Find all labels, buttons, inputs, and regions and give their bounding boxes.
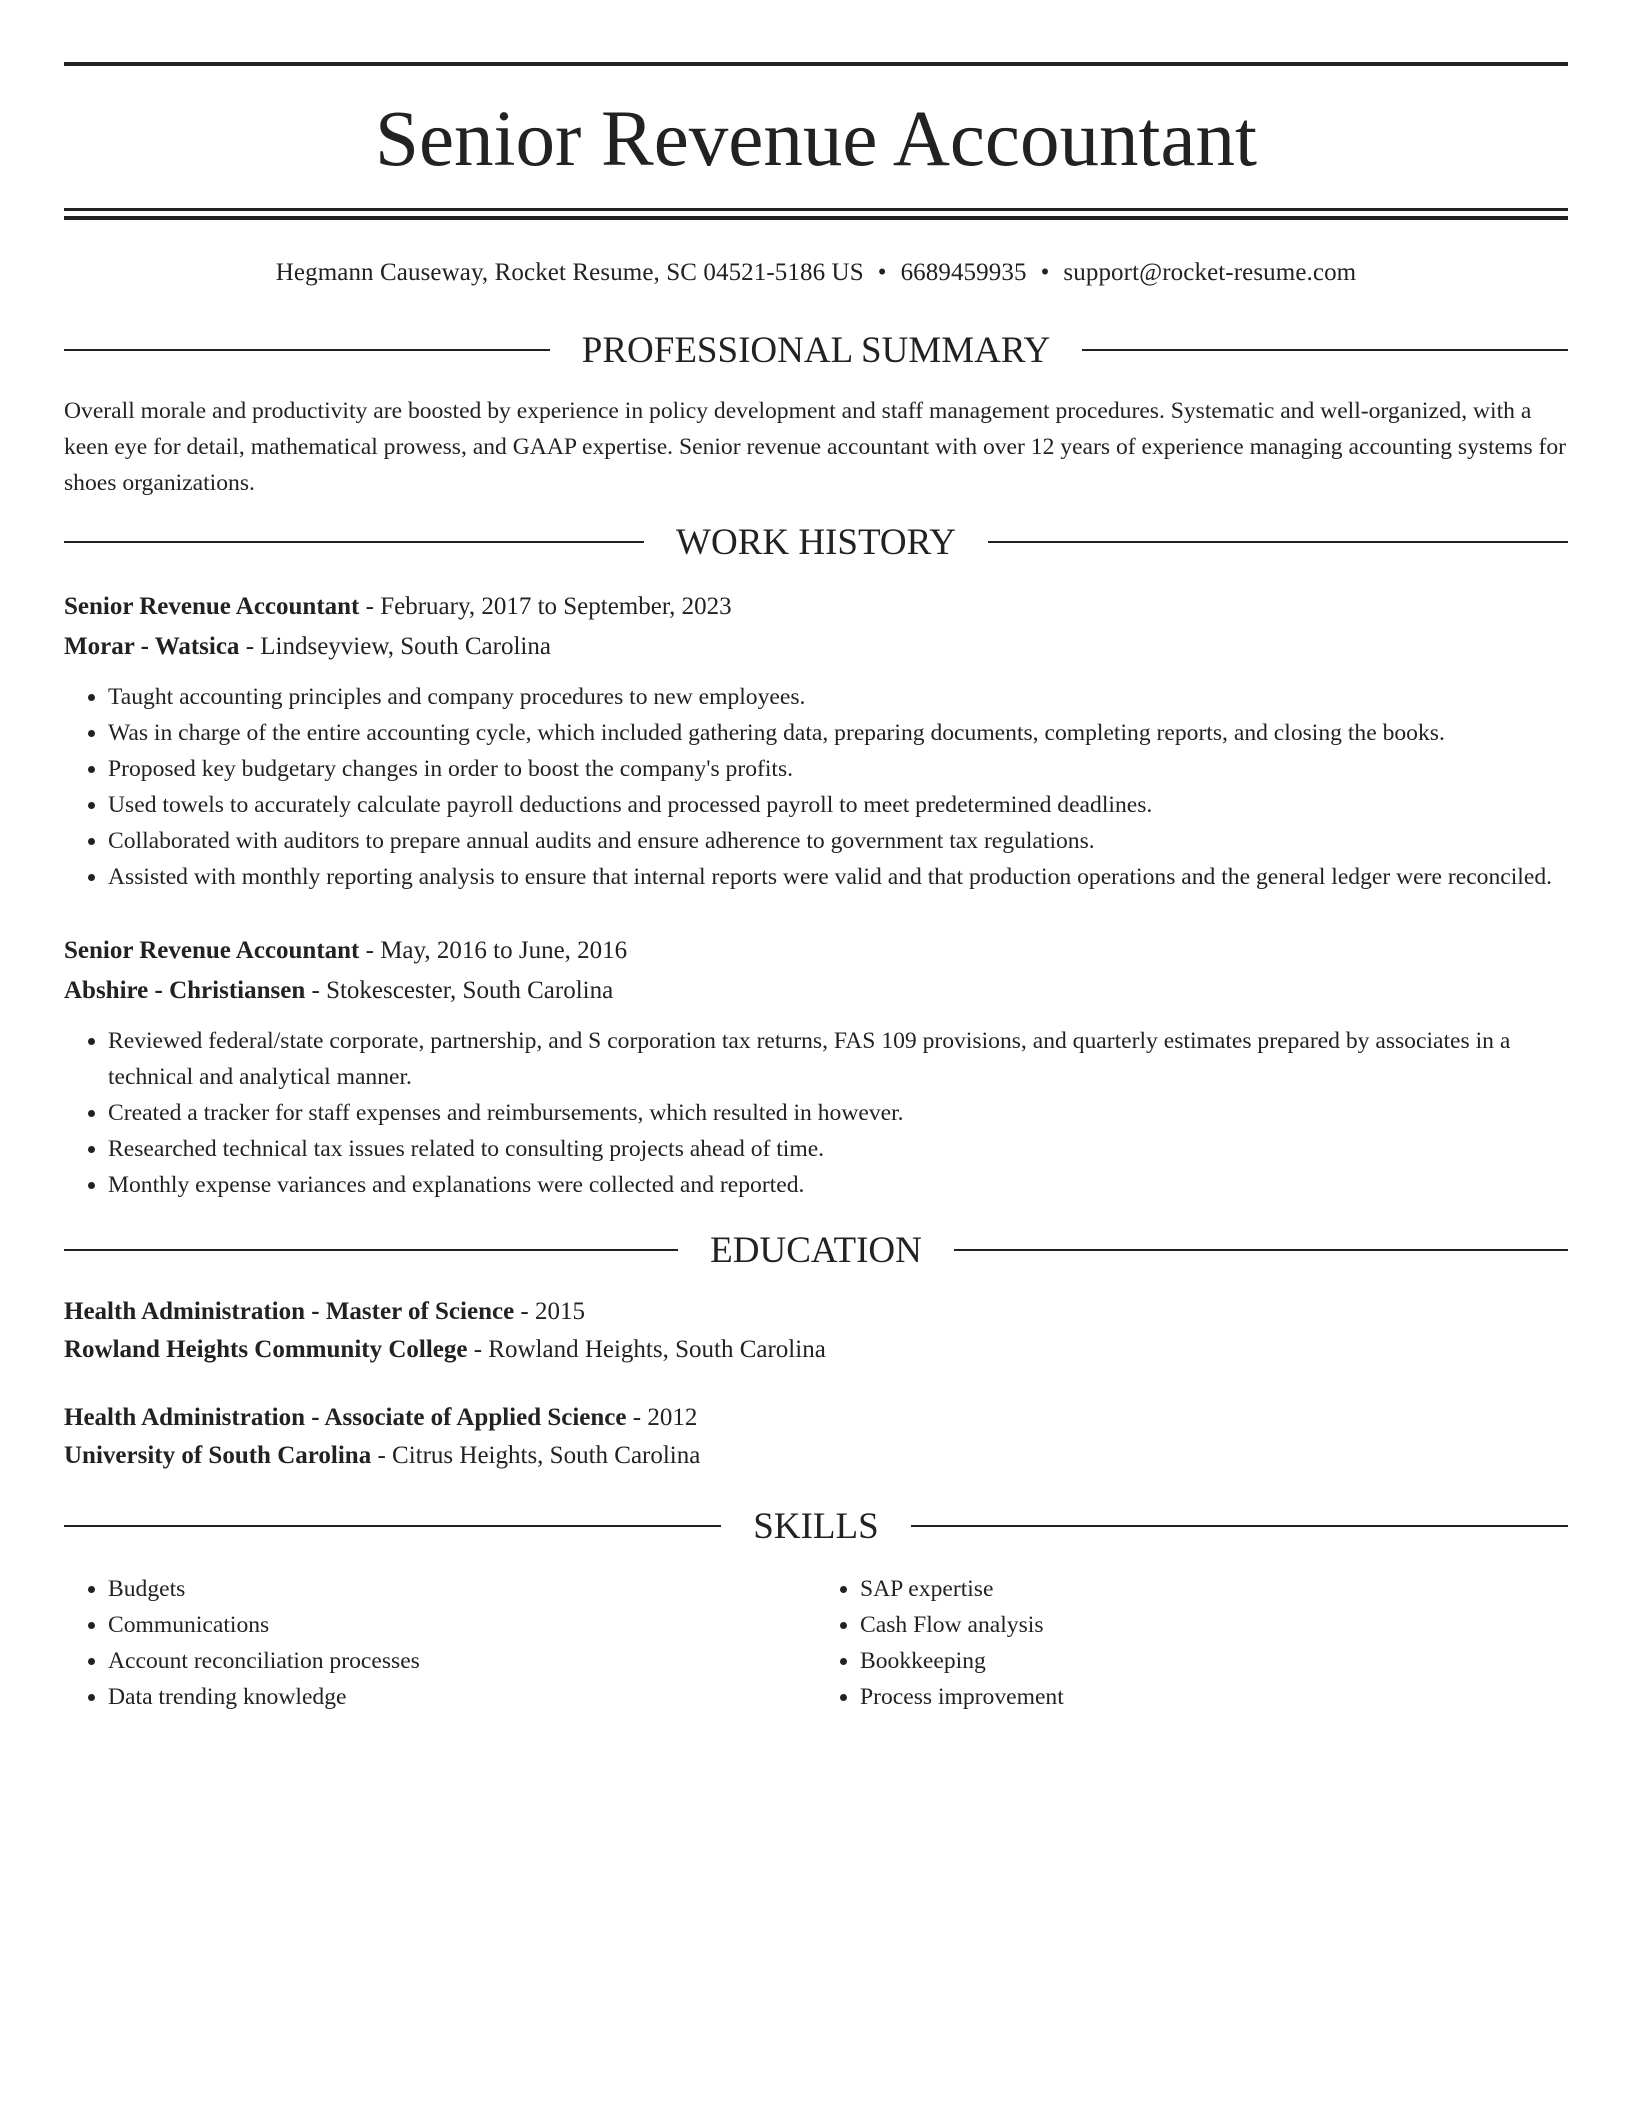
job-entry: [64, 931, 1568, 1203]
job-title: Senior Revenue Accountant: [64, 937, 360, 964]
list-item: • Was in charge of the entire accounting cycle, which included gathering data, preparing documents, completing reports, and closing the books.: [108, 715, 1568, 751]
skill-item: • Cash Flow analysis: [860, 1607, 1568, 1643]
education-entry: [64, 1293, 1568, 1369]
section-title: SKILLS: [753, 1505, 879, 1547]
job-title: Senior Revenue Accountant: [64, 593, 360, 620]
skill-item: • Account reconciliation processes: [108, 1643, 816, 1679]
school-location: - Rowland Heights, South Carolina: [467, 1336, 826, 1363]
job-dates: - May, 2016 to June, 2016: [359, 937, 628, 964]
skill-item: • Data trending knowledge: [108, 1679, 816, 1715]
school-location: - Citrus Heights, South Carolina: [371, 1442, 701, 1469]
skills-list: [64, 1571, 1568, 1715]
section-heading-skills: [64, 1501, 1568, 1551]
heading-rule: [954, 1249, 1568, 1251]
heading-rule: [64, 1525, 721, 1527]
list-item: • Collaborated with auditors to prepare annual audits and ensure adherence to government tax regulations.: [108, 823, 1568, 859]
contact-phone[interactable]: 6689459935: [900, 259, 1027, 286]
list-item: • Monthly expense variances and explanations were collected and reported.: [108, 1167, 1568, 1203]
skill-item: • Bookkeeping: [860, 1643, 1568, 1679]
job-entry: [64, 587, 1568, 895]
contact-separator: •: [1040, 259, 1050, 286]
education-entry: [64, 1399, 1568, 1475]
list-item: • Assisted with monthly reporting analysis to ensure that internal reports were valid and that production operations and the general ledger were reconciled.: [108, 859, 1568, 895]
section-heading-summary: [64, 325, 1568, 375]
list-item: • Taught accounting principles and company procedures to new employees.: [108, 679, 1568, 715]
heading-rule: [64, 349, 550, 351]
heading-rule: [64, 1249, 678, 1251]
list-item: • Created a tracker for staff expenses and reimbursements, which resulted in however.: [108, 1095, 1568, 1131]
section-heading-education: [64, 1225, 1568, 1275]
heading-rule: [988, 541, 1568, 543]
list-item: • Used towels to accurately calculate payroll deductions and processed payroll to meet predetermined deadlines.: [108, 787, 1568, 823]
contact-address: Hegmann Causeway, Rocket Resume, SC 04521-5186 US: [275, 259, 864, 286]
heading-rule: [1082, 349, 1568, 351]
job-company-line: [64, 627, 1568, 667]
list-item: • Reviewed federal/state corporate, partnership, and S corporation tax returns, FAS 109 provisions, and quarterly estimates prepared by associates in a technical and analytical manner.: [108, 1023, 1568, 1095]
double-rule: [64, 208, 1568, 220]
skill-item: • Communications: [108, 1607, 816, 1643]
degree-line: [64, 1399, 1568, 1437]
degree: Health Administration - Master of Science: [64, 1298, 515, 1325]
degree-year: - 2012: [626, 1404, 698, 1431]
skill-item: • SAP expertise: [860, 1571, 1568, 1607]
resume-title: Senior Revenue Accountant: [375, 96, 1257, 183]
degree-year: - 2015: [514, 1298, 585, 1325]
degree-line: [64, 1293, 1568, 1331]
job-company-line: [64, 971, 1568, 1011]
school: University of South Carolina: [64, 1442, 372, 1469]
list-item: • Proposed key budgetary changes in order to boost the company's profits.: [108, 751, 1568, 787]
heading-rule: [64, 541, 644, 543]
job-title-line: [64, 931, 1568, 971]
section-title: EDUCATION: [710, 1229, 922, 1271]
job-title-line: [64, 587, 1568, 627]
skills-column-right: [816, 1571, 1568, 1715]
summary-text: Overall morale and productivity are boosted by experience in policy development and staff management procedures. Systematic and well-organized, with a keen eye for detail, mathematical prowess, and GAAP expertise. Senior revenue accountant with over 12 years of experience managing accounting systems for shoes organizations.: [64, 398, 1567, 496]
section-heading-work-history: [64, 517, 1568, 567]
job-location: - Stokescester, South Carolina: [305, 977, 614, 1004]
school: Rowland Heights Community College: [64, 1336, 468, 1363]
section-title: PROFESSIONAL SUMMARY: [581, 329, 1051, 371]
heading-rule: [911, 1525, 1568, 1527]
skill-item: • Budgets: [108, 1571, 816, 1607]
degree: Health Administration - Associate of Applied Science: [64, 1404, 627, 1431]
contact-separator: •: [877, 259, 887, 286]
skills-column-left: [64, 1571, 816, 1715]
section-title: WORK HISTORY: [676, 521, 956, 563]
contact-email[interactable]: support@rocket-resume.com: [1063, 259, 1357, 286]
contact-line: [64, 253, 1568, 293]
school-line: [64, 1437, 1568, 1475]
school-line: [64, 1331, 1568, 1369]
job-company: Abshire - Christiansen: [64, 977, 306, 1004]
top-rule: [64, 62, 1568, 66]
job-location: - Lindseyview, South Carolina: [239, 633, 551, 660]
job-bullets: [64, 679, 1568, 895]
job-company: Morar - Watsica: [64, 633, 240, 660]
skill-item: • Process improvement: [860, 1679, 1568, 1715]
job-bullets: [64, 1023, 1568, 1203]
job-dates: - February, 2017 to September, 2023: [359, 593, 732, 620]
list-item: • Researched technical tax issues related to consulting projects ahead of time.: [108, 1131, 1568, 1167]
